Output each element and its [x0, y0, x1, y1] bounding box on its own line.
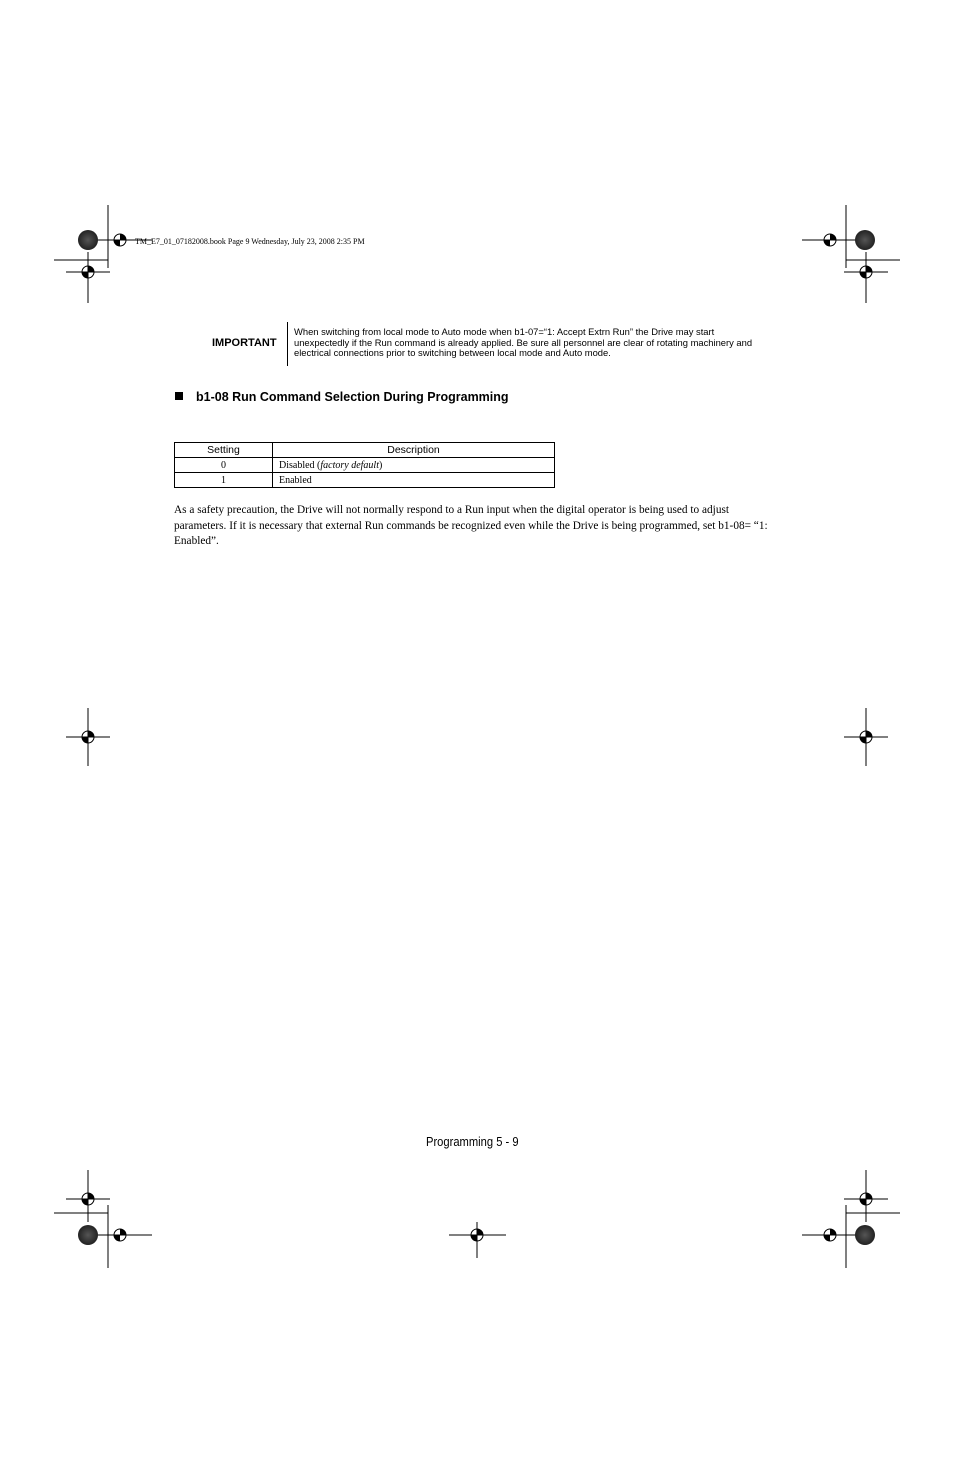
registration-mark	[824, 1229, 836, 1241]
table-header-description: Description	[273, 443, 555, 458]
registration-mark	[860, 1193, 872, 1205]
crop-mark-top-left	[54, 205, 152, 303]
crop-mark-bottom-center	[449, 1222, 506, 1258]
factory-default-note: factory default	[320, 459, 379, 471]
description-text: Disabled (	[279, 459, 321, 471]
color-target	[78, 230, 98, 250]
registration-mark	[114, 234, 126, 246]
body-paragraph: As a safety precaution, the Drive will not normally respond to a Run input when the digital operator is being used to adjust parameters. If it is necessary that external Run commands be recognized even while the Drive is being programmed, set b1-08= “1: Enabled”.	[174, 504, 768, 547]
table-row	[175, 473, 555, 488]
important-label: IMPORTANT	[212, 337, 277, 349]
parameter-table	[174, 442, 555, 488]
registration-mark	[860, 266, 872, 278]
registration-mark	[471, 1229, 483, 1241]
color-target	[78, 1225, 98, 1245]
section-heading	[175, 390, 509, 404]
color-target	[855, 230, 875, 250]
crop-mark-top-right	[802, 205, 900, 303]
important-text: When switching from local mode to Auto mode when b1-07=“1: Accept Extrn Run” the Drive may start unexpectedly if the Run command is already applied. Be sure all personnel are clear of rotating machinery and electrical connections prior to switching between local mode and Auto mode.	[294, 326, 753, 359]
page-footer: Programming 5 - 9	[426, 1134, 519, 1149]
table-cell-description: Enabled	[273, 473, 555, 488]
table-cell-setting: 0	[175, 458, 273, 473]
crop-mark-bottom-left	[54, 1170, 152, 1268]
table-row	[175, 458, 555, 473]
important-divider	[287, 322, 288, 366]
table-header-row	[175, 443, 555, 458]
registration-mark	[82, 1193, 94, 1205]
table-header-setting: Setting	[175, 443, 273, 458]
registration-mark	[82, 266, 94, 278]
square-bullet-icon	[175, 392, 183, 400]
registration-mark	[824, 234, 836, 246]
registration-mark	[860, 731, 872, 743]
section-heading-text: b1-08 Run Command Selection During Programming	[196, 390, 509, 404]
registration-mark	[114, 1229, 126, 1241]
table-cell-description	[273, 458, 555, 473]
table-cell-setting: 1	[175, 473, 273, 488]
description-close: )	[379, 459, 383, 471]
color-target	[855, 1225, 875, 1245]
book-slug: TM_E7_01_07182008.book Page 9 Wednesday, July 23, 2008 2:35 PM	[135, 237, 365, 246]
crop-mark-bottom-right	[802, 1170, 900, 1268]
registration-mark	[82, 731, 94, 743]
